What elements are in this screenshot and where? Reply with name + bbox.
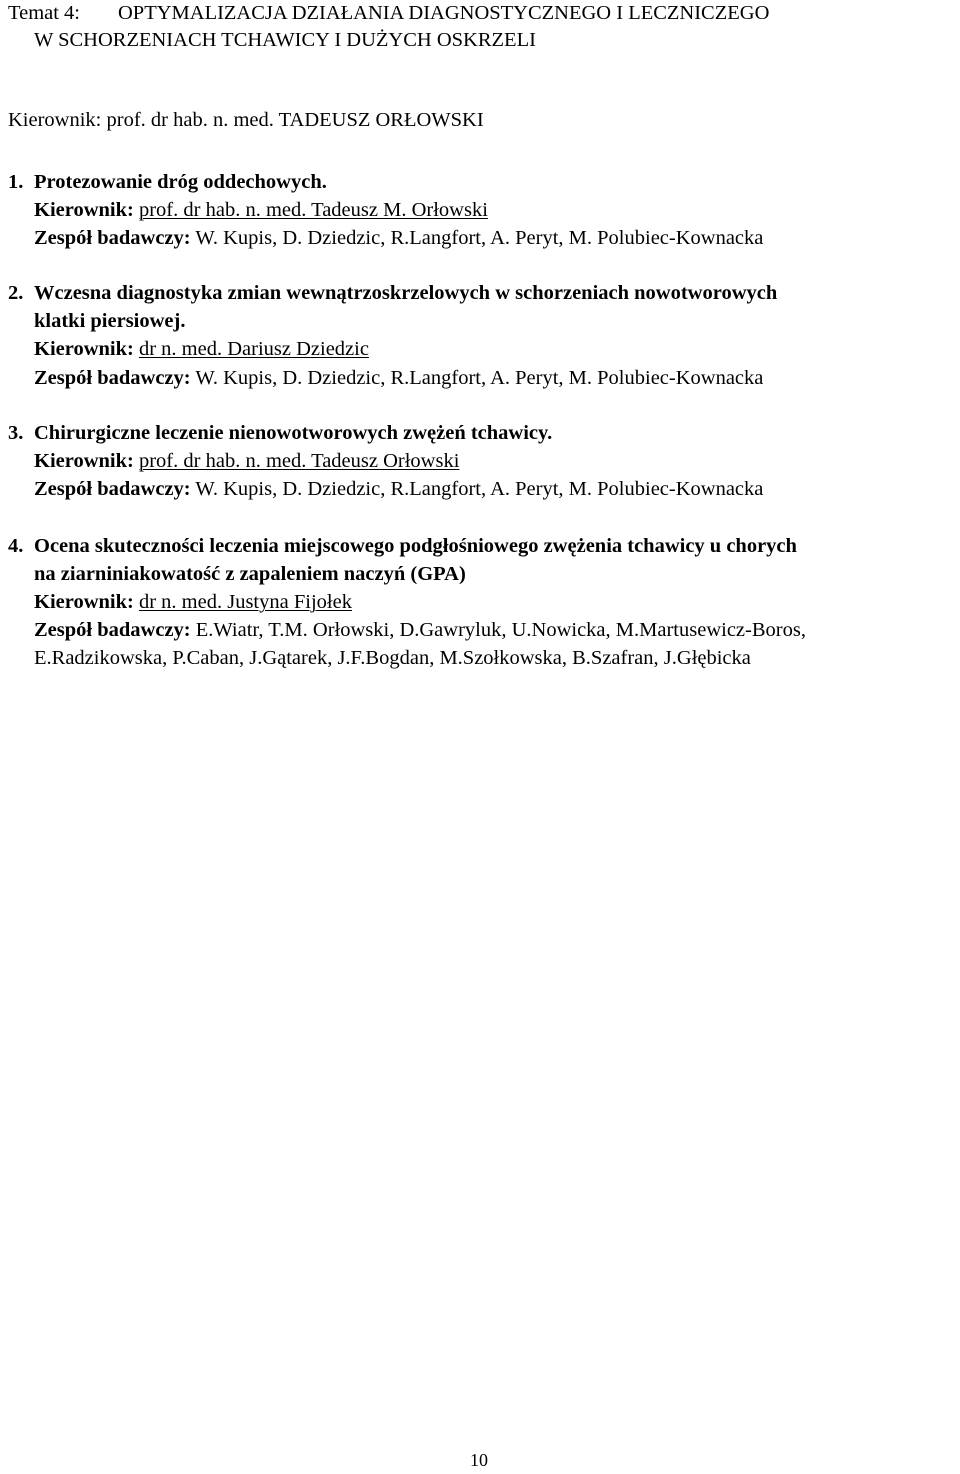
project-2-title xyxy=(8,279,777,307)
project-1-leader-label: Kierownik: xyxy=(34,199,134,221)
project-4-title-text: Ocena skuteczności leczenia miejscowego podgłośniowego zwężenia tchawicy u chorych xyxy=(34,535,797,557)
topic-head-name: prof. dr hab. n. med. TADEUSZ ORŁOWSKI xyxy=(106,109,484,131)
project-4-team-label: Zespół badawczy: xyxy=(34,619,191,641)
project-4-title xyxy=(8,532,797,560)
project-1-title xyxy=(8,168,327,196)
project-4-leader-label: Kierownik: xyxy=(34,591,134,613)
project-2-title-cont: klatki piersiowej. xyxy=(34,310,186,332)
project-3-title-text: Chirurgiczne leczenie nienowotworowych zwężeń tchawicy. xyxy=(34,422,553,444)
topic-head xyxy=(8,106,484,134)
project-4-leader xyxy=(34,588,352,616)
project-1-number: 1. xyxy=(8,171,24,193)
topic-title-line-1: OPTYMALIZACJA DZIAŁANIA DIAGNOSTYCZNEGO I LECZNICZEGO xyxy=(118,2,770,24)
project-1-team-members: W. Kupis, D. Dziedzic, R.Langfort, A. Peryt, M. Polubiec-Kownacka xyxy=(195,227,764,249)
topic-head-label: Kierownik: xyxy=(8,109,102,131)
project-2-number: 2. xyxy=(8,282,24,304)
project-3-leader xyxy=(34,447,459,475)
project-1-team xyxy=(34,224,763,252)
project-4-leader-name: dr n. med. Justyna Fijołek xyxy=(138,591,352,613)
project-3-team-label: Zespół badawczy: xyxy=(34,478,191,500)
project-1-leader-name: prof. dr hab. n. med. Tadeusz M. Orłowski xyxy=(138,199,488,221)
project-2-title-text: Wczesna diagnostyka zmian wewnątrzoskrzelowych w schorzeniach nowotworowych xyxy=(34,282,778,304)
project-3-number: 3. xyxy=(8,422,24,444)
project-4-title-cont: na ziarniniakowatość z zapaleniem naczyń (GPA) xyxy=(34,563,466,585)
project-3-leader-label: Kierownik: xyxy=(34,450,134,472)
project-1-title-text: Protezowanie dróg oddechowych. xyxy=(34,171,327,193)
project-3-team-members: W. Kupis, D. Dziedzic, R.Langfort, A. Peryt, M. Polubiec-Kownacka xyxy=(195,478,764,500)
topic-label: Temat 4: xyxy=(8,2,81,24)
project-3-title xyxy=(8,419,552,447)
project-2-team-label: Zespół badawczy: xyxy=(34,367,191,389)
topic-title-line-2: W SCHORZENIACH TCHAWICY I DUŻYCH OSKRZELI xyxy=(34,29,536,51)
project-2-leader-label: Kierownik: xyxy=(34,338,134,360)
project-4-team xyxy=(34,616,806,644)
project-2-leader-name: dr n. med. Dariusz Dziedzic xyxy=(138,338,369,360)
project-4-team-cont: E.Radzikowska, P.Caban, J.Gątarek, J.F.Bogdan, M.Szołkowska, B.Szafran, J.Głębicka xyxy=(34,647,751,669)
project-3-team xyxy=(34,475,763,503)
project-1-team-label: Zespół badawczy: xyxy=(34,227,191,249)
project-4-number: 4. xyxy=(8,535,24,557)
page-number: 10 xyxy=(470,1450,488,1470)
project-4-team-members: E.Wiatr, T.M. Orłowski, D.Gawryluk, U.Nowicka, M.Martusewicz-Boros, xyxy=(195,619,806,641)
project-2-leader xyxy=(34,335,369,363)
project-2-team-members: W. Kupis, D. Dziedzic, R.Langfort, A. Peryt, M. Polubiec-Kownacka xyxy=(195,367,764,389)
project-2-team xyxy=(34,364,763,392)
project-1-leader xyxy=(34,196,488,224)
project-3-leader-name: prof. dr hab. n. med. Tadeusz Orłowski xyxy=(138,450,460,472)
